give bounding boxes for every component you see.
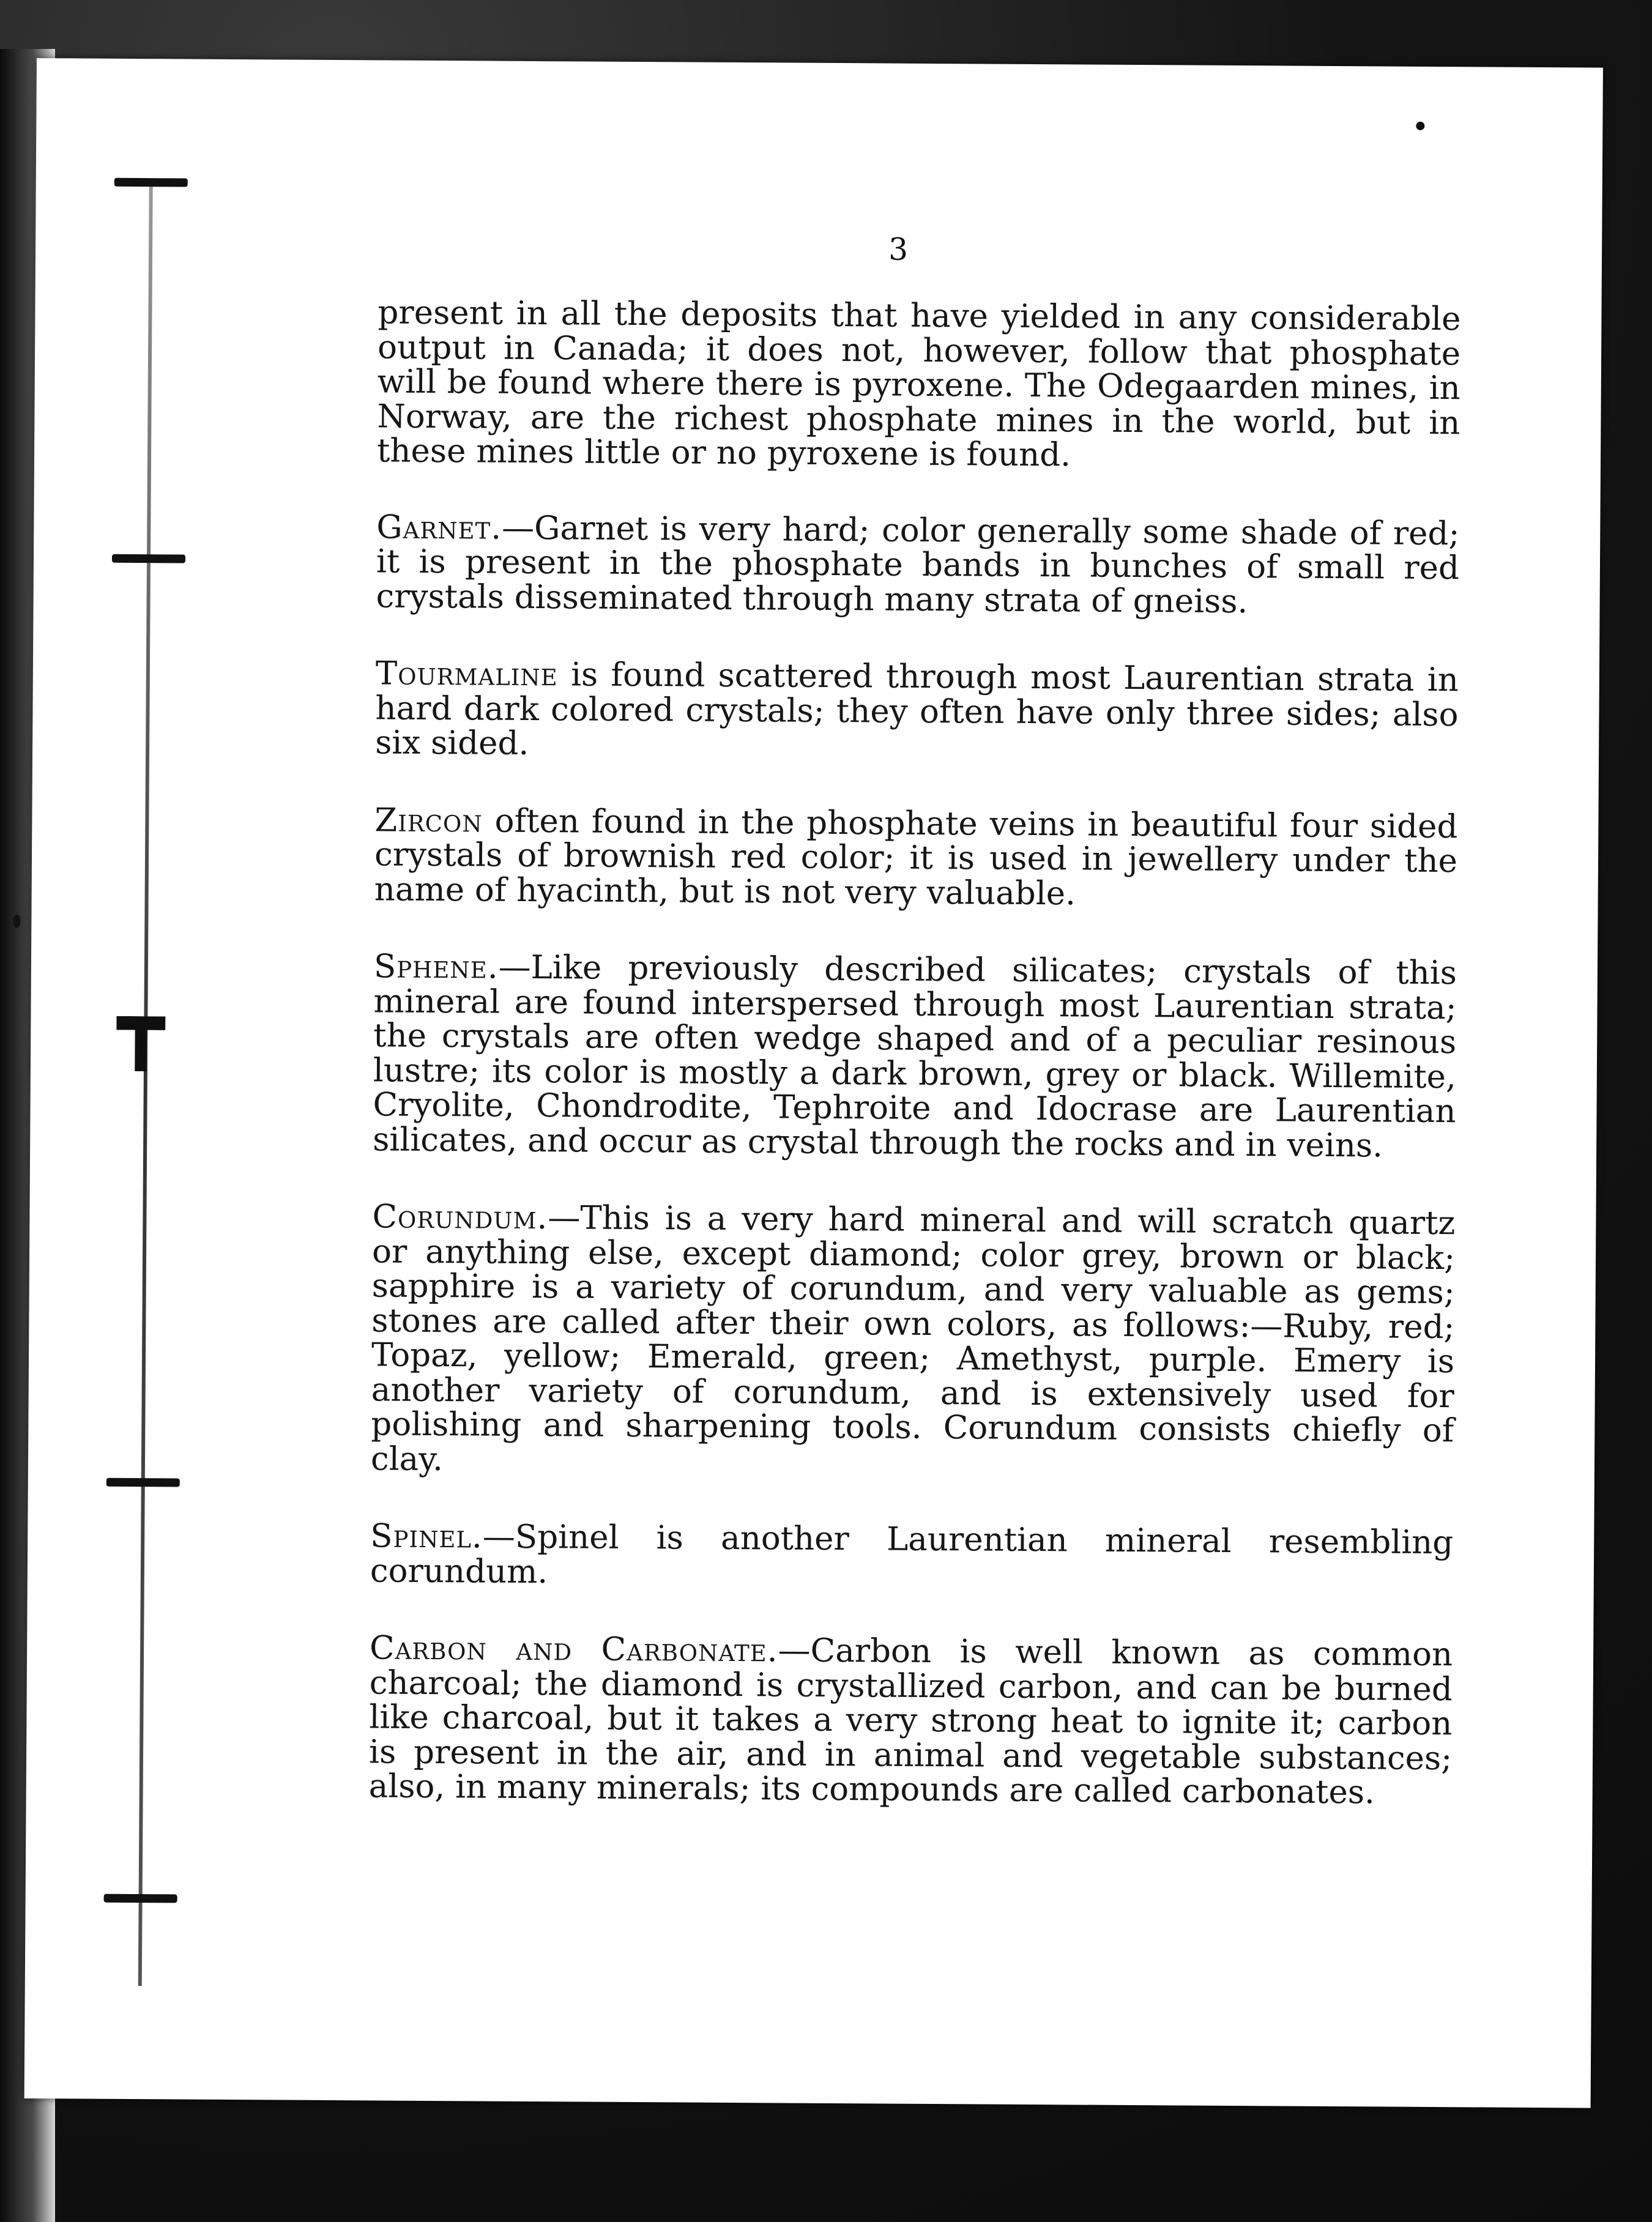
paragraph-corundum [371,1200,1456,1483]
paragraph-text: —Garnet is very hard; color generally some shade of red; it is present in the phosphate bands in bunches of small red crystals disseminated through many strata of gneiss. [376,509,1460,620]
paragraph-text: —Like previously described silicates; crystals of this mineral are found interspersed through most Laurentian strata; the crystals are often wedge shaped and of a peculiar resinous lustre; its color is mostly a dark brown, grey or black. Willemite, Cryolite, Chondrodite, Tephroite and Idocrase are Laurentian silicates, and occur as crystal through the rocks and in veins. [373,948,1457,1164]
binding-mark [114,178,188,187]
paragraph-heading: Zircon [374,801,483,839]
paragraph-zircon [374,803,1458,913]
binding-mark [112,554,185,563]
scan-speck [13,915,20,928]
binding-line [138,181,153,1986]
paragraph-heading: Tourmaline [375,655,558,694]
paragraph-text: —Spinel is another Laurentian mineral resembling corundum. [370,1518,1454,1591]
paragraph-heading: Sphene. [373,948,499,986]
paragraph-spinel [370,1519,1454,1595]
paragraph-text: —This is a very hard mineral and will scratch quartz or anything else, except diamond; color grey, brown or black; sapphire is a variety of corundum, and very valuable as gems; stones are called after their own colors, as follows:—Ruby, red; Topaz, yellow; Emerald, green; Amethyst, purple. Emery is another variety of corundum, and is extensively used for polishing and sharpening tools. Corundum consists chiefly of clay. [370,1199,1456,1478]
paragraph-text: is found scattered through most Laurentian strata in hard dark colored crystals; they often have only three sides; also six sided. [374,656,1459,762]
paragraph-tourmaline [375,656,1459,767]
paragraph-text: present in all the deposits that have yielded in any considerable output in Canada; it does not, however, follow that phosphate will be found where there is pyroxene. The Odegaarden mines, in Norway, are the richest phosphate mines in the world, but in these mines little or no pyroxene is found. [376,294,1461,474]
paragraph-heading: Corundum. [372,1198,548,1237]
binding-mark [104,1894,177,1903]
body-text [368,295,1460,1853]
paragraph-sphene [373,949,1457,1164]
binding-mark [106,1478,180,1487]
paragraph-text: —Carbon is well known as common charcoal; the diamond is crystallized carbon, and can be burned like charcoal, but it takes a very strong heat to ignite it; carbon is present in the air, and in animal and vegetable substances; also, in many minerals; its compounds are called carbonates. [368,1632,1453,1811]
paragraph-carbon [369,1631,1453,1810]
scan-speck [1416,122,1424,130]
paragraph-intro [377,295,1461,475]
paragraph-heading: Spinel. [370,1517,483,1556]
paragraph-heading: Carbon and Carbonate. [369,1629,778,1670]
paragraph-heading: Garnet. [376,508,502,547]
paragraph-garnet [376,510,1459,620]
paragraph-text: often found in the phosphate veins in beautiful four sided crystals of brownish red color; it is used in jewellery under the name of hyacinth, but is not very valuable. [374,801,1458,912]
binding-clip [116,1016,166,1071]
document-page [24,58,1603,2108]
page-number: 3 [888,231,909,267]
